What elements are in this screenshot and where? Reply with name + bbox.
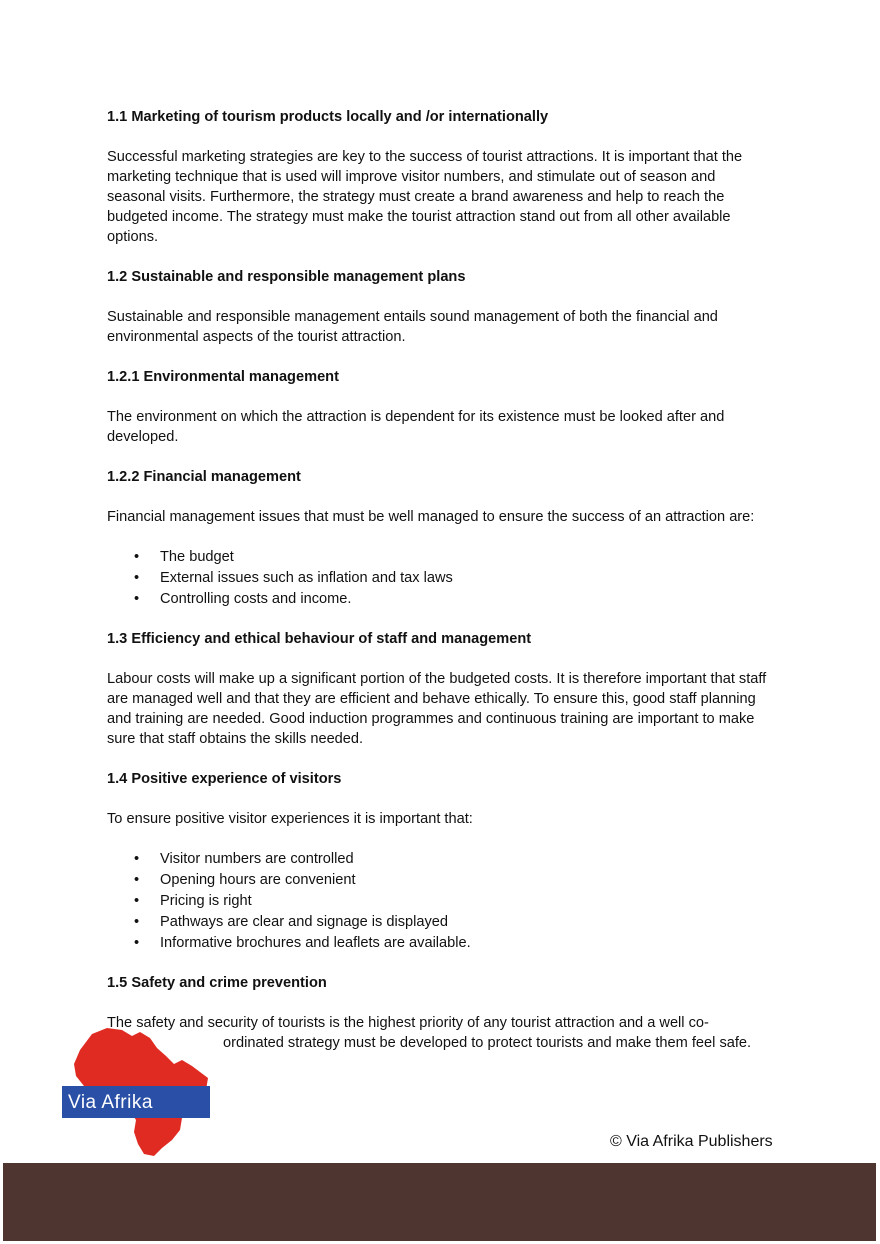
heading-1-1: 1.1 Marketing of tourism products locally and /or internationally	[107, 109, 549, 125]
paragraph-1-2-2: Financial management issues that must be well managed to ensure the success of an attraction are:	[107, 509, 755, 525]
list-item: • Informative brochures and leaflets are available.	[107, 933, 777, 954]
paragraph-1-5-line1: The safety and security of tourists is the highest priority of any tourist attraction and a well co-	[107, 1015, 709, 1032]
bullet-icon: •	[134, 549, 140, 565]
heading-1-4: 1.4 Positive experience of visitors	[107, 771, 342, 788]
paragraph-1-2-1: The environment on which the attraction is dependent for its existence must be looked after and developed.	[107, 409, 725, 445]
list-item: • Pathways are clear and signage is displayed	[107, 912, 777, 933]
heading-1-3: 1.3 Efficiency and ethical behaviour of staff and management	[107, 631, 532, 648]
logo-text: Via Afrika	[68, 1092, 153, 1113]
paragraph-1-1: Successful marketing strategies are key to the success of tourist attractions. It is important that the marketing technique that is used will improve visitor numbers, and stimulate out of season and seasonal visits. Furthermore, the strategy must create a brand awareness and help to reach the budgeted income. The strategy must make the tourist attraction stand out from all other available options.	[107, 149, 743, 245]
list-item: • External issues such as inflation and tax laws	[107, 568, 777, 589]
bullet-icon: •	[134, 934, 140, 951]
heading-1-5: 1.5 Safety and crime prevention	[107, 975, 327, 992]
document-body	[107, 107, 777, 1053]
list-item: • Opening hours are convenient	[107, 870, 777, 891]
heading-1-2-2: 1.2.2 Financial management	[107, 469, 301, 485]
paragraph-1-3: Labour costs will make up a significant portion of the budgeted costs. It is therefore important that staff are managed well and that they are efficient and behave ethically. To ensure this, good staff planning and training are needed. Good induction programmes and continuous training are important to make sure that staff obtains the skills needed.	[107, 671, 767, 748]
paragraph-1-5-line2: ordinated strategy must be developed to protect tourists and make them feel safe.	[223, 1035, 752, 1052]
bullet-icon: •	[134, 590, 140, 607]
bullet-icon: •	[134, 913, 140, 930]
heading-1-2-1: 1.2.1 Environmental management	[107, 369, 339, 385]
footer-bar	[3, 1163, 876, 1241]
bullet-icon: •	[134, 872, 140, 889]
financial-list	[107, 547, 777, 609]
list-item: • Visitor numbers are controlled	[107, 849, 777, 870]
bullet-icon: •	[134, 851, 140, 868]
list-item: • The budget	[107, 547, 777, 568]
list-item: • Controlling costs and income.	[107, 589, 777, 610]
heading-1-2: 1.2 Sustainable and responsible management plans	[107, 269, 466, 285]
paragraph-1-2: Sustainable and responsible management entails sound management of both the financial and environmental aspects of the tourist attraction.	[107, 309, 718, 345]
list-item: • Pricing is right	[107, 891, 777, 912]
copyright-notice: © Via Afrika Publishers	[610, 1133, 773, 1150]
bullet-icon: •	[134, 892, 140, 909]
paragraph-1-4: To ensure positive visitor experiences it is important that:	[107, 811, 473, 828]
visitor-list	[107, 849, 777, 953]
bullet-icon: •	[134, 569, 140, 586]
